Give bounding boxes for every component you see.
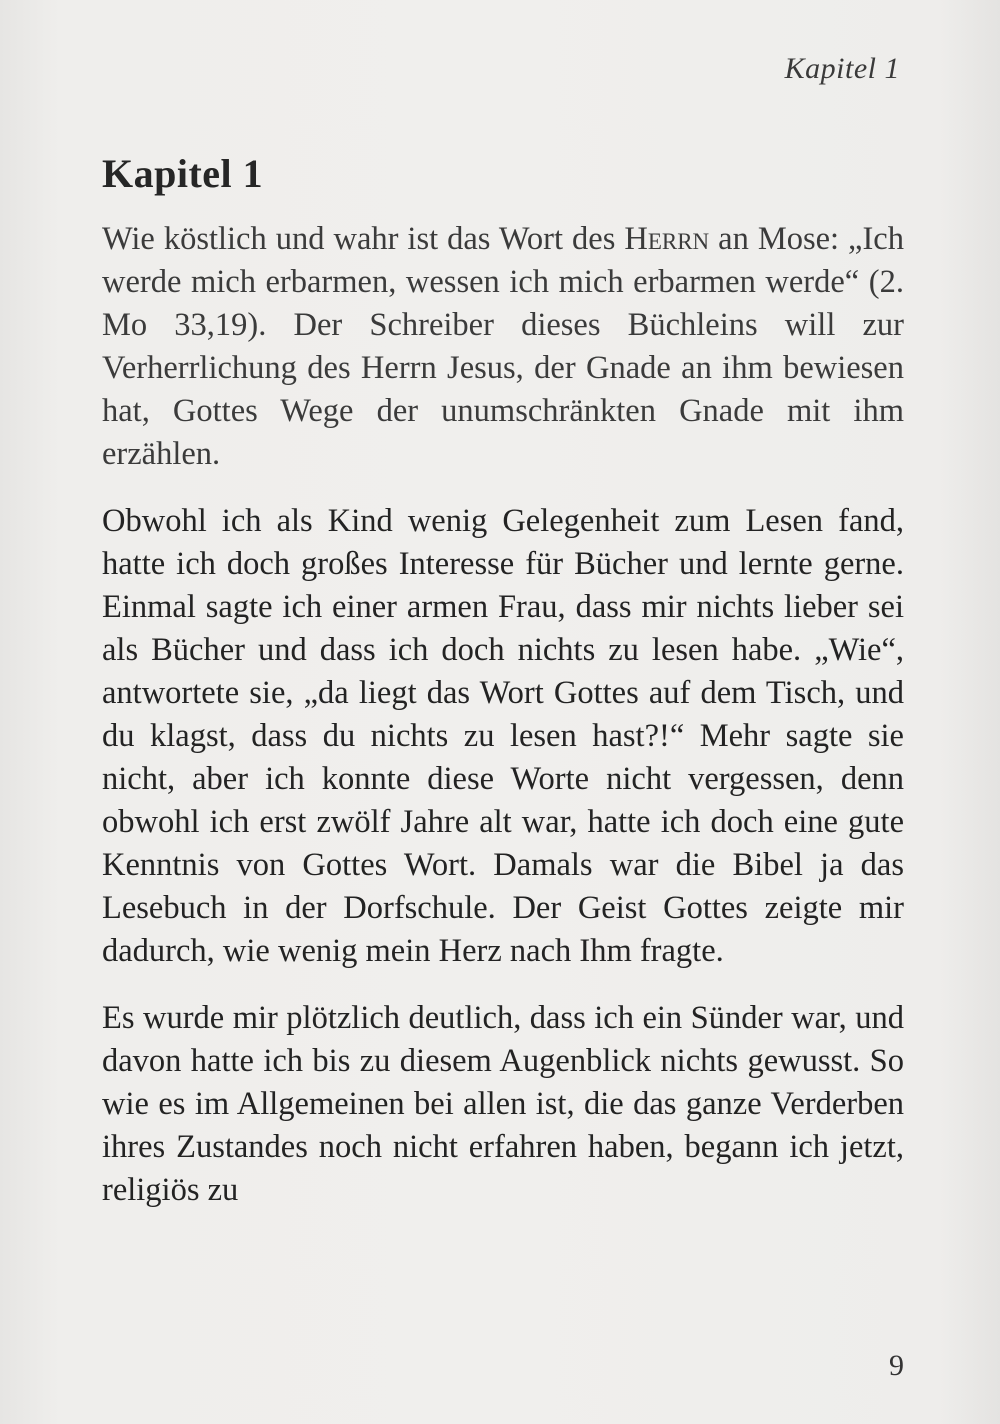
paragraph-1	[102, 218, 904, 476]
lord-small-caps: Herrn	[624, 221, 710, 257]
paragraph-2: Obwohl ich als Kind wenig Gelegenheit zum Lesen fand, hatte ich doch großes Interesse für Bücher und lernte gerne. Einmal sagte ich einer armen Frau, dass mir nichts lieber sei als Bücher und dass ich doch nichts zu lesen habe. „Wie“, antwortete sie, „da liegt das Wort Gottes auf dem Tisch, und du klagst, dass du nichts zu lesen hast?!“ Mehr sagte sie nicht, aber ich konnte diese Worte nicht vergessen, denn obwohl ich erst zwölf Jahre alt war, hatte ich doch eine gute Kenntnis von Gottes Wort. Damals war die Bibel ja das Lesebuch in der Dorfschule. Der Geist Gottes zeigte mir dadurch, wie wenig mein Herz nach Ihm fragte.	[102, 503, 904, 969]
paragraph-1-text-end: an Mose: „Ich werde mich erbarmen, wessen ich mich erbarmen werde“ (2. Mo 33,19). Der Schreiber dieses Büchleins will zur Verherrlichung des Herrn Jesus, der Gnade an ihm bewiesen hat, Gottes Wege der unumschränkten Gnade mit ihm erzählen.	[102, 221, 904, 472]
paragraph-3: Es wurde mir plötzlich deutlich, dass ich ein Sünder war, und davon hatte ich bis zu diesem Augenblick nichts gewusst. So wie es im Allgemeinen bei allen ist, die das ganze Verderben ihres Zustandes noch nicht erfahren haben, begann ich jetzt, religiös zu	[102, 1000, 904, 1208]
running-header: Kapitel 1	[784, 52, 900, 85]
chapter-body	[102, 218, 904, 1236]
page-number: 9	[889, 1349, 904, 1382]
paragraph-1-text-start: Wie köstlich und wahr ist das Wort des	[102, 221, 625, 257]
chapter-title: Kapitel 1	[102, 151, 264, 196]
